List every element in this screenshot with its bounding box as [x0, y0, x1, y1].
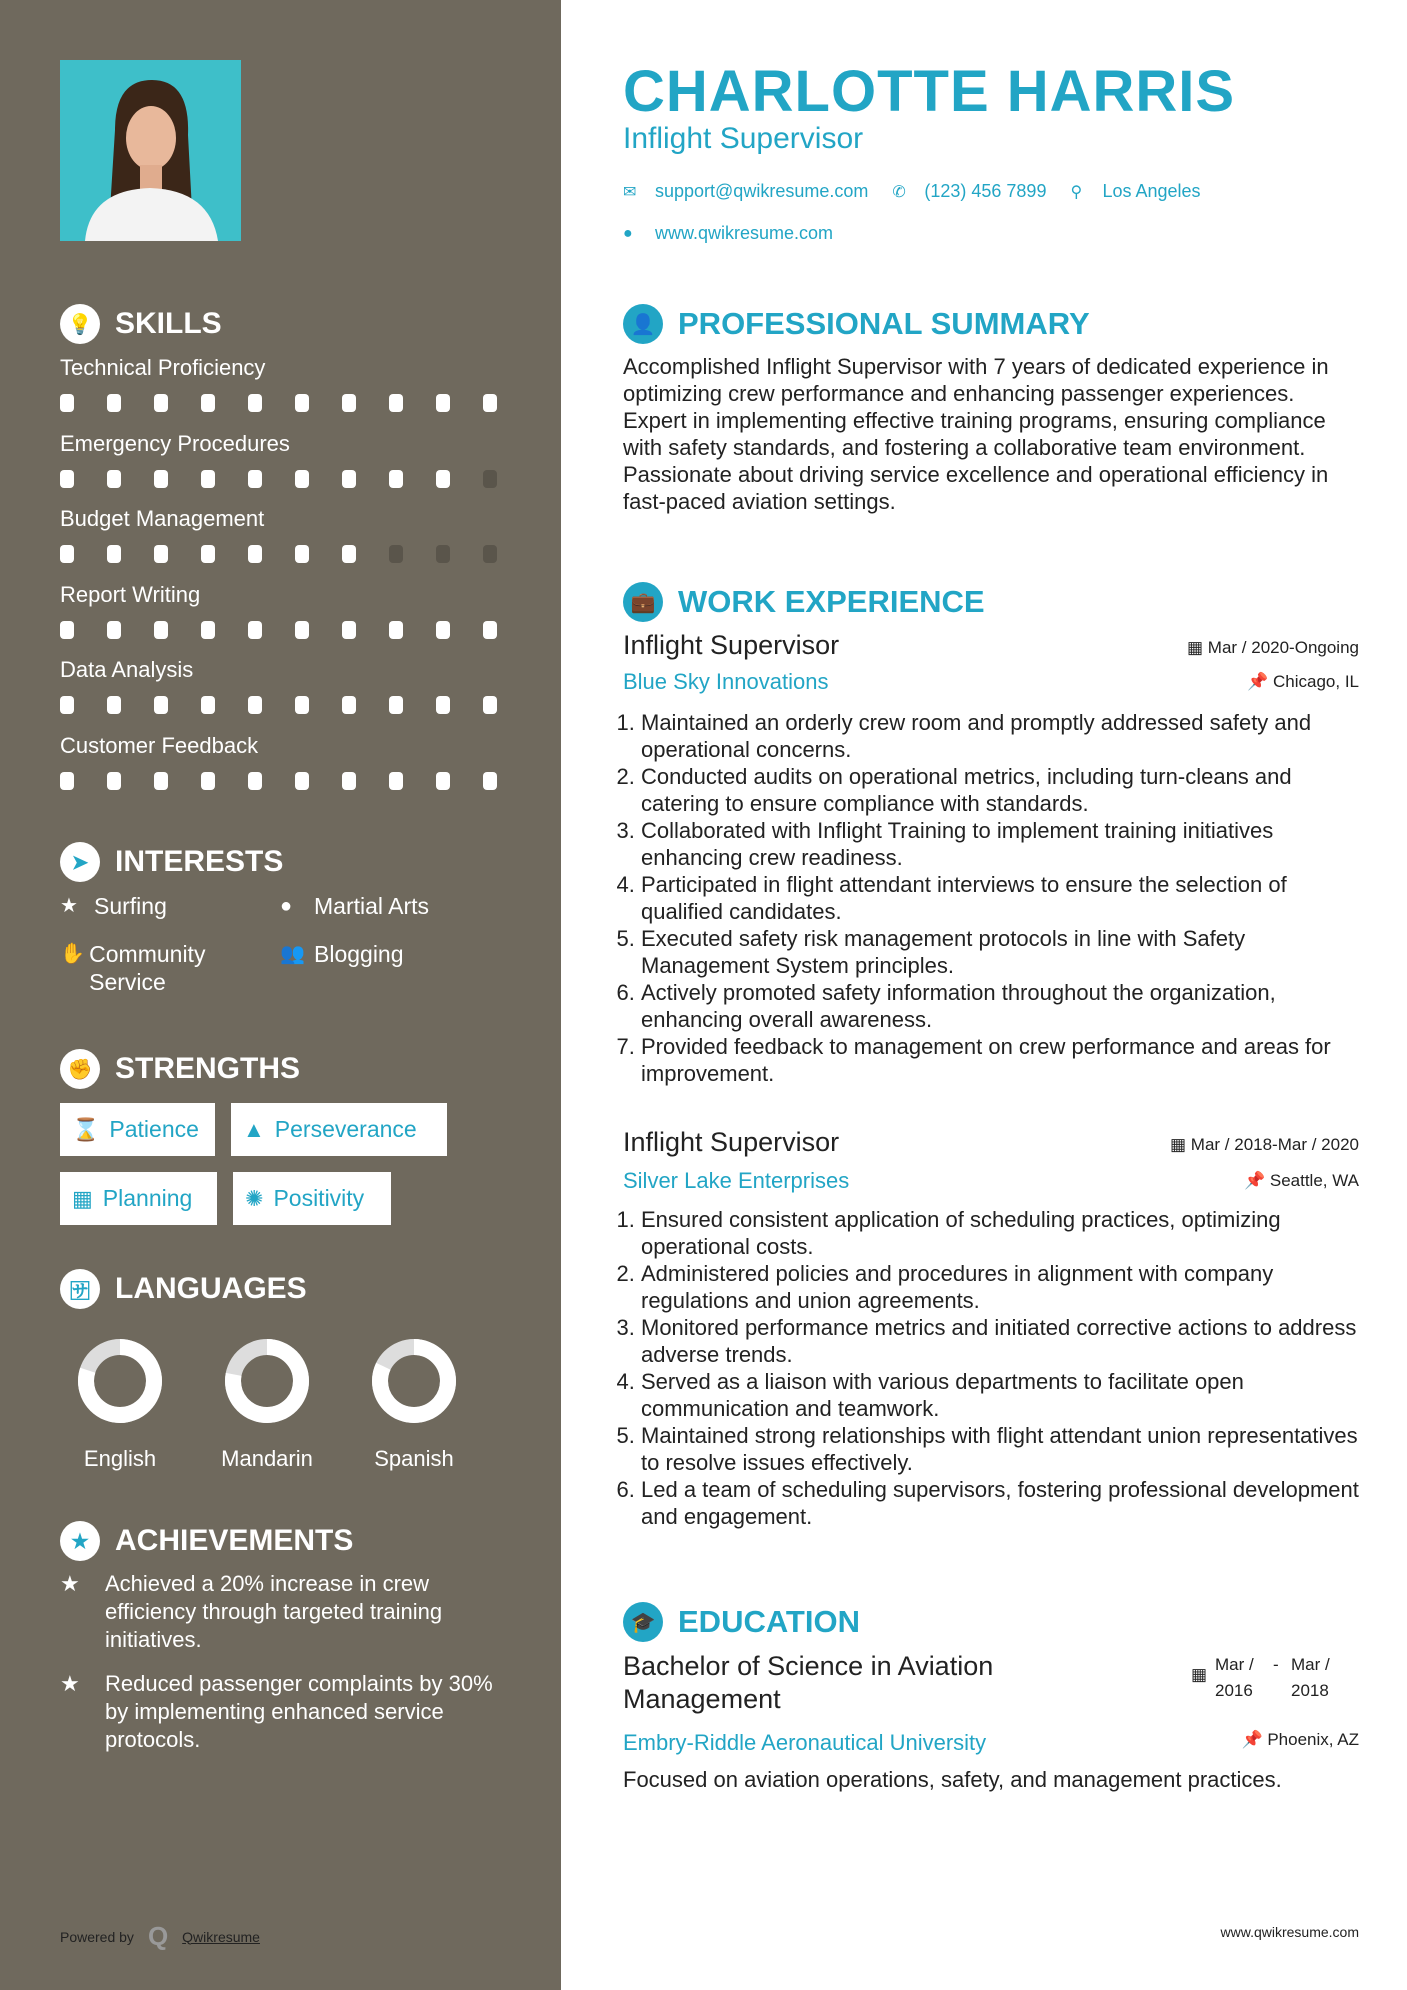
- job-bullet: 3. Monitored performance metrics and initiated corrective actions to address adverse trends.: [641, 1314, 1359, 1368]
- interest-item: 👥 Blogging: [280, 941, 404, 967]
- rating-dot-filled: [483, 394, 497, 412]
- job-bullet: 1. Ensured consistent application of scheduling practices, optimizing operational costs.: [641, 1206, 1359, 1260]
- email[interactable]: support@qwikresume.com: [655, 181, 869, 201]
- rating-dot-filled: [201, 696, 215, 714]
- skill-rating: [60, 545, 497, 563]
- rating-dot-filled: [107, 621, 121, 639]
- rating-dot-filled: [436, 696, 450, 714]
- language-donut: [75, 1336, 165, 1426]
- job-entry: [623, 1127, 1359, 1530]
- rating-dot-filled: [154, 696, 168, 714]
- education-entry: [623, 1650, 1359, 1793]
- job-bullet: 6. Led a team of scheduling supervisors, fostering professional development and engagement.: [641, 1476, 1359, 1530]
- rating-dot-filled: [295, 696, 309, 714]
- language-item: [197, 1336, 337, 1472]
- company-name: Silver Lake Enterprises: [623, 1168, 850, 1193]
- job-dates: ▦ Mar / 2018-Mar / 2020: [1170, 1135, 1359, 1154]
- language-label: English: [83, 1446, 157, 1471]
- school-name: Embry-Riddle Aeronautical University: [623, 1730, 987, 1755]
- fist-icon: ✊: [60, 1049, 100, 1089]
- users-icon: 👥: [280, 943, 305, 965]
- star-icon: ★: [60, 1671, 80, 1696]
- location: Los Angeles: [1102, 181, 1201, 201]
- summary-heading: 👤 PROFESSIONAL SUMMARY: [623, 304, 1359, 344]
- rating-dot-filled: [248, 545, 262, 563]
- rating-dot-filled: [154, 545, 168, 563]
- rating-dot-filled: [248, 772, 262, 790]
- qwikresume-link[interactable]: Qwikresume: [182, 1928, 260, 1945]
- interest-item: ★ Surfing: [60, 893, 167, 919]
- language-label: Spanish: [374, 1446, 454, 1471]
- rating-dot-filled: [107, 772, 121, 790]
- job-bullet: 6. Actively promoted safety information throughout the organization, enhancing overall awareness.: [641, 979, 1359, 1033]
- skill-label: Report Writing: [60, 581, 201, 607]
- education-location: 📌 Phoenix, AZ: [1241, 1730, 1359, 1749]
- strength-tag: ▲ Perseverance: [231, 1103, 447, 1156]
- language-item: [50, 1336, 190, 1472]
- skill-label: Budget Management: [60, 506, 265, 531]
- rating-dot-empty: [483, 470, 497, 488]
- rating-dot-empty: [436, 545, 450, 563]
- star-icon: ★: [60, 1571, 80, 1596]
- rating-dot-filled: [60, 772, 74, 790]
- phone-icon: ✆: [892, 183, 906, 201]
- rating-dot-filled: [107, 394, 121, 412]
- sun-icon: ✺: [245, 1185, 264, 1211]
- contact-row: [623, 181, 1359, 202]
- job-location: 📌 Seattle, WA: [1243, 1171, 1359, 1190]
- website-row: [623, 223, 1359, 244]
- globe-icon: ●: [280, 895, 293, 917]
- job-bullet: 5. Maintained strong relationships with flight attendant union representatives to resolve issues effectively.: [641, 1422, 1359, 1476]
- achievement-item: ★ Achieved a 20% increase in crew efficiency through targeted training initiatives.: [60, 1571, 443, 1652]
- rating-dot-filled: [201, 545, 215, 563]
- hand-icon: ✋: [60, 943, 85, 965]
- rating-dot-filled: [342, 470, 356, 488]
- job-bullet: 7. Provided feedback to management on crew performance and areas for improvement.: [641, 1033, 1359, 1087]
- paper-plane-icon: ➤: [60, 842, 100, 882]
- rating-dot-filled: [436, 394, 450, 412]
- job-bullet: 4. Served as a liaison with various departments to facilitate open communication and teamwork.: [641, 1368, 1359, 1422]
- summary-text: Accomplished Inflight Supervisor with 7 years of dedicated experience in optimizing crew performance and enhancing passenger experiences. Expert in implementing effective training programs, ensuring compliance with safety standards, and fostering a collaborative team environment. Passionate about driving service excellence and operational efficiency in fast-paced aviation settings.: [623, 354, 1329, 514]
- rating-dot-filled: [60, 394, 74, 412]
- job-bullet: 3. Collaborated with Inflight Training to implement training initiatives enhancing crew readiness.: [641, 817, 1359, 871]
- interest-item: ✋ Community Service: [60, 941, 206, 995]
- job-bullet: 2. Administered policies and procedures in alignment with company regulations and union agreements.: [641, 1260, 1359, 1314]
- job-title: Inflight Supervisor: [623, 630, 840, 660]
- skills-heading: 💡 SKILLS: [60, 304, 222, 344]
- rating-dot-filled: [389, 772, 403, 790]
- pin-icon: 📌: [1241, 1730, 1268, 1749]
- rating-dot-empty: [483, 545, 497, 563]
- rating-dot-filled: [107, 696, 121, 714]
- envelope-icon: ✉: [623, 183, 637, 201]
- translate-icon: 🈂: [60, 1269, 100, 1309]
- globe-icon: ●: [623, 224, 633, 242]
- rating-dot-filled: [342, 696, 356, 714]
- strength-tag: ✺ Positivity: [233, 1172, 391, 1225]
- pin-icon: 📌: [1247, 672, 1273, 691]
- rating-dot-filled: [154, 621, 168, 639]
- language-item: [344, 1336, 484, 1472]
- skill-rating: [60, 696, 497, 714]
- strength-tag: ▦ Planning: [60, 1172, 217, 1225]
- rating-dot-filled: [436, 772, 450, 790]
- rating-dot-filled: [295, 394, 309, 412]
- strengths-heading: ✊ STRENGTHS: [60, 1049, 300, 1089]
- powered-by: Powered by Q Qwikresume: [60, 1921, 260, 1951]
- rating-dot-filled: [342, 545, 356, 563]
- language-donut: [369, 1336, 459, 1426]
- rating-dot-empty: [389, 545, 403, 563]
- rating-dot-filled: [201, 470, 215, 488]
- rating-dot-filled: [483, 772, 497, 790]
- star-icon: ★: [60, 895, 78, 917]
- rating-dot-filled: [389, 621, 403, 639]
- achievement-item: ★ Reduced passenger complaints by 30% by implementing enhanced service protocols.: [60, 1671, 493, 1752]
- hourglass-icon: ⌛: [72, 1116, 100, 1142]
- profile-photo: [60, 60, 241, 241]
- qwikresume-logo-icon: Q: [147, 1921, 169, 1951]
- rating-dot-filled: [436, 470, 450, 488]
- job-bullet: 4. Participated in flight attendant interviews to ensure the selection of qualified candidates.: [641, 871, 1359, 925]
- sidebar: [0, 0, 561, 1990]
- languages-heading: 🈂 LANGUAGES: [60, 1269, 307, 1309]
- rating-dot-filled: [154, 394, 168, 412]
- candidate-title: Inflight Supervisor: [623, 122, 864, 155]
- rating-dot-filled: [342, 772, 356, 790]
- job-title: Inflight Supervisor: [623, 1127, 840, 1157]
- graduation-icon: 🎓: [623, 1602, 663, 1642]
- rating-dot-filled: [295, 470, 309, 488]
- pin-icon: 📌: [1243, 1171, 1270, 1190]
- rating-dot-filled: [389, 394, 403, 412]
- road-icon: ▲: [243, 1116, 265, 1142]
- job-location: 📌 Chicago, IL: [1247, 672, 1359, 691]
- website[interactable]: www.qwikresume.com: [655, 223, 834, 243]
- rating-dot-filled: [389, 470, 403, 488]
- rating-dot-filled: [248, 696, 262, 714]
- strength-tag: ⌛ Patience: [60, 1103, 215, 1156]
- job-bullet: 2. Conducted audits on operational metrics, including turn-cleans and catering to ensure compliance with standards.: [641, 763, 1359, 817]
- rating-dot-filled: [107, 545, 121, 563]
- skill-rating: [60, 394, 497, 412]
- rating-dot-filled: [295, 621, 309, 639]
- footer-website[interactable]: www.qwikresume.com: [1220, 1924, 1359, 1940]
- calendar-icon: ▦: [1187, 638, 1208, 657]
- skill-label: Technical Proficiency: [60, 355, 266, 380]
- rating-dot-filled: [60, 470, 74, 488]
- rating-dot-filled: [107, 470, 121, 488]
- rating-dot-filled: [342, 394, 356, 412]
- interest-item: ● Martial Arts: [280, 893, 430, 919]
- rating-dot-filled: [342, 621, 356, 639]
- rating-dot-filled: [295, 772, 309, 790]
- candidate-name: CHARLOTTE HARRIS: [623, 59, 1236, 124]
- job-bullets: [623, 709, 1359, 1087]
- rating-dot-filled: [60, 545, 74, 563]
- rating-dot-filled: [154, 772, 168, 790]
- lightbulb-icon: 💡: [60, 304, 100, 344]
- rating-dot-filled: [483, 621, 497, 639]
- rating-dot-filled: [436, 621, 450, 639]
- calendar-icon: ▦: [1170, 1135, 1191, 1154]
- skill-rating: [60, 470, 497, 488]
- rating-dot-filled: [60, 621, 74, 639]
- job-entry: [623, 630, 1359, 1087]
- skill-rating: [60, 772, 497, 790]
- rating-dot-filled: [248, 621, 262, 639]
- language-donut: [222, 1336, 312, 1426]
- education-heading: 🎓 EDUCATION: [623, 1602, 1359, 1642]
- job-bullet: 5. Executed safety risk management protocols in line with Safety Management System principles.: [641, 925, 1359, 979]
- rating-dot-filled: [60, 696, 74, 714]
- degree: Bachelor of Science in Aviation Management: [623, 1651, 994, 1714]
- job-bullets: [623, 1206, 1359, 1530]
- rating-dot-filled: [295, 545, 309, 563]
- trophy-star-icon: ★: [60, 1521, 100, 1561]
- company-name: Blue Sky Innovations: [623, 669, 829, 694]
- calendar-icon: ▦: [72, 1185, 93, 1211]
- rating-dot-filled: [201, 621, 215, 639]
- language-label: Mandarin: [221, 1446, 313, 1471]
- rating-dot-filled: [201, 772, 215, 790]
- skill-rating: [60, 621, 497, 639]
- rating-dot-filled: [483, 696, 497, 714]
- rating-dot-filled: [248, 394, 262, 412]
- map-pin-icon: ⚲: [1070, 183, 1083, 201]
- user-icon: 👤: [623, 304, 663, 344]
- rating-dot-filled: [201, 394, 215, 412]
- rating-dot-filled: [248, 470, 262, 488]
- interests-heading: ➤ INTERESTS: [60, 842, 283, 882]
- skill-label: Customer Feedback: [60, 732, 259, 758]
- phone: (123) 456 7899: [924, 181, 1047, 201]
- education-description: Focused on aviation operations, safety, and management practices.: [623, 1767, 1282, 1792]
- achievements-heading: ★ ACHIEVEMENTS: [60, 1521, 353, 1561]
- calendar-icon: ▦: [1190, 1665, 1207, 1684]
- briefcase-icon: 💼: [623, 582, 663, 622]
- skill-label: Data Analysis: [60, 657, 194, 682]
- work-heading: 💼 WORK EXPERIENCE: [623, 582, 1359, 622]
- job-bullet: 1. Maintained an orderly crew room and promptly addressed safety and operational concerns.: [641, 709, 1359, 763]
- rating-dot-filled: [389, 696, 403, 714]
- education-dates: ▦ Mar / 2016 - Mar / 2018: [1191, 1652, 1359, 1704]
- rating-dot-filled: [154, 470, 168, 488]
- job-dates: ▦ Mar / 2020-Ongoing: [1187, 638, 1359, 657]
- skill-label: Emergency Procedures: [60, 430, 290, 456]
